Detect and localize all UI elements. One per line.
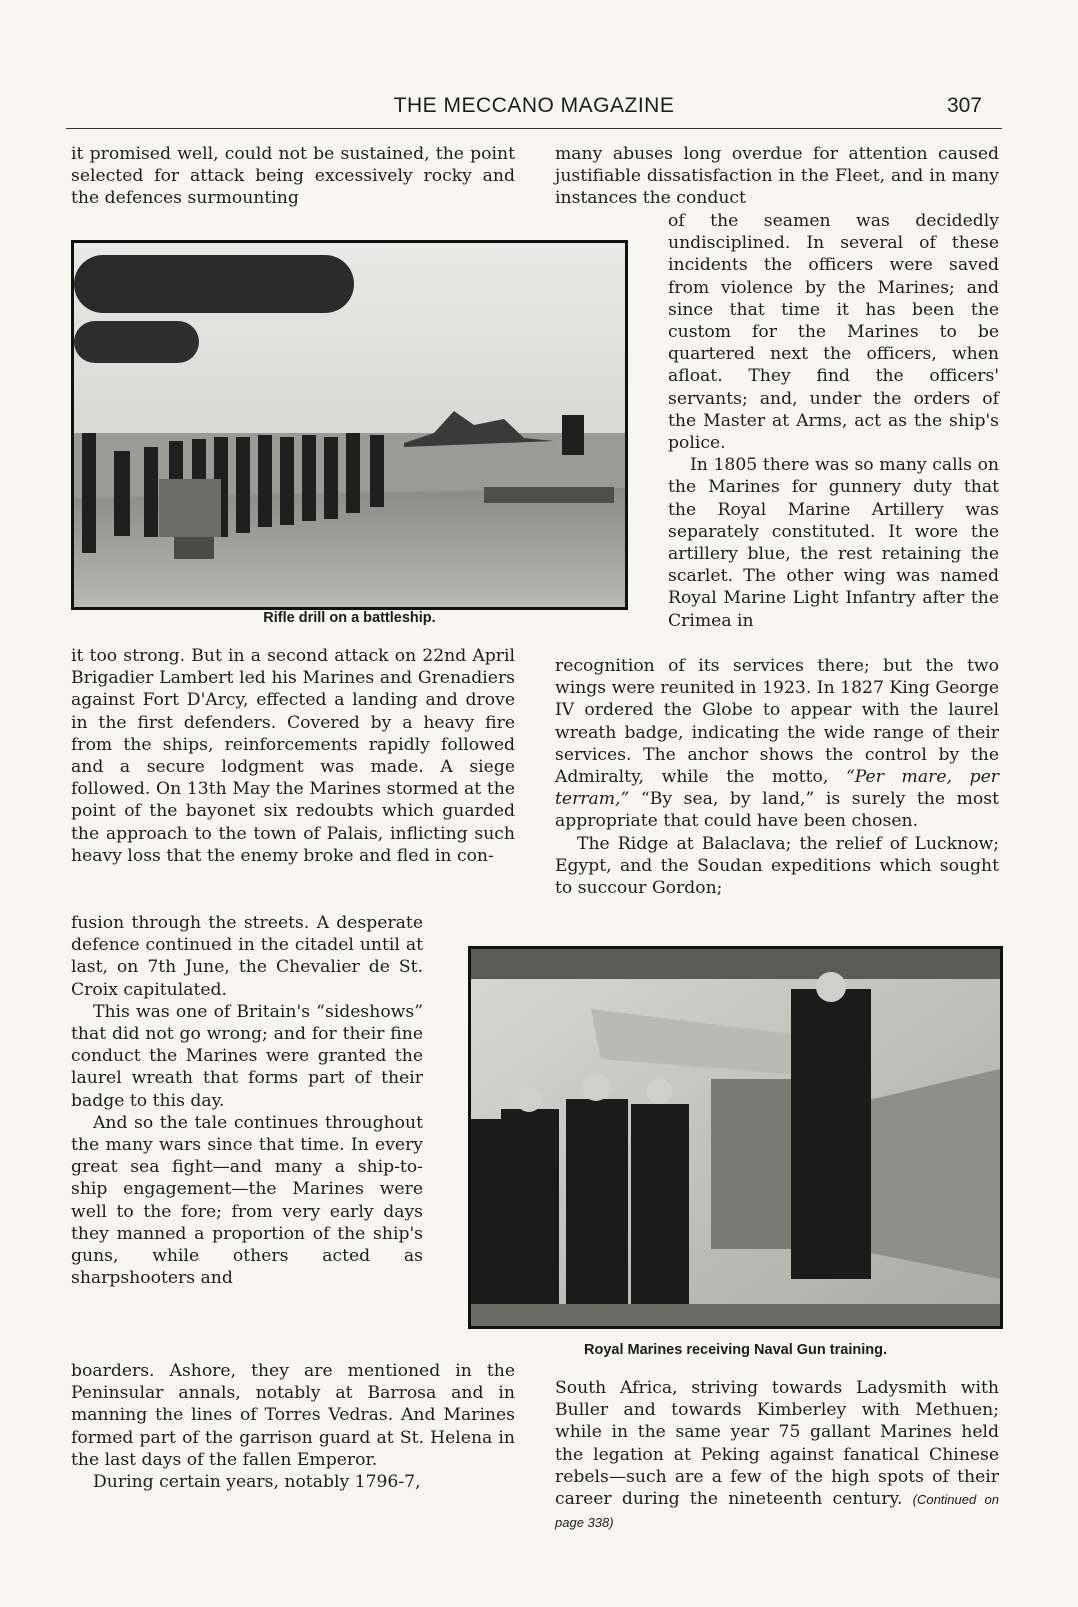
caption-gun-training: Royal Marines receiving Naval Gun training. — [584, 1342, 887, 1358]
magazine-title: THE MECCANO MAGAZINE — [393, 94, 675, 117]
naval-gun-image — [471, 949, 1000, 1326]
motto: “Per mare, per terram,” — [555, 767, 999, 810]
left-column-narrow — [71, 912, 423, 1289]
paragraph: During certain years, notably 1796-7, — [93, 1472, 421, 1493]
paragraph: fusion through the streets. A desperate defence continued in the citadel until at last, on 7th June, the Chevalier de St. Croix capitulated. — [71, 913, 423, 1000]
right-column-top — [555, 143, 999, 210]
right-column-mid — [555, 655, 999, 899]
caption-rifle-drill: Rifle drill on a battleship. — [263, 610, 436, 626]
continued-note: (Continued on page 338) — [555, 1492, 1000, 1531]
page-number: 307 — [946, 94, 982, 117]
photo-gun-training — [468, 946, 1003, 1329]
paragraph: many abuses long overdue for attention caused justifiable dissatisfaction in the Fleet, and in many instances the conduct — [555, 144, 999, 209]
battleship-deck-image — [74, 243, 625, 607]
paragraph: And so the tale continues throughout the many wars since that time. In every great sea fight—and many a ship-to-ship engagement—the Marines were well to the fore; from very early days they manned a proportion of the ship's guns, while others acted as sharpshooters and — [71, 1112, 423, 1289]
paragraph: it too strong. But in a second attack on 22nd April Brigadier Lambert led his Marines and Grenadiers against Fort D'Arcy, effected a landing and drove in the first defenders. Covered by a heavy fire from the ships, reinforcements rapidly followed and a secure lodgment was made. A siege followed. On 13th May the Marines stormed at the point of the bayonet six redoubts which guarded the approach to the town of Palais, inflicting such heavy loss that the enemy broke and fled in con- — [71, 646, 515, 866]
paragraph: it promised well, could not be sustained, the point selected for attack being excessively rocky and the defences surmounting — [71, 144, 515, 209]
paragraph: The Ridge at Balaclava; the relief of Lucknow; Egypt, and the Soudan expeditions which sought to succour Gordon; — [555, 833, 999, 899]
right-column-bottom — [555, 1377, 999, 1534]
photo-rifle-drill — [71, 240, 628, 610]
paragraph: This was one of Britain's “sideshows” that did not go wrong; and for their fine conduct the Marines were granted the laurel wreath that forms part of their badge to this day. — [71, 1001, 423, 1111]
text-span: recognition of its services there; but the two wings were reunited in 1923. In 1827 King George IV ordered the Globe to appear with the laurel wreath badge, indicating the wide range of their services. The anchor shows the control by the Admiralty, while the motto, — [555, 656, 999, 788]
text-span: South Africa, striving towards Ladysmith with Buller and towards Kimberley with Methuen; while in the same year 75 gallant Marines held the legation at Peking against fanatical Chinese rebels—such are a few of the high spots of their career during the nineteenth century. — [555, 1378, 999, 1510]
paragraph — [555, 655, 999, 833]
paragraph: boarders. Ashore, they are mentioned in the Peninsular annals, notably at Barrosa and in manning the lines of Torres Vedras. And Marines formed part of the garrison guard at St. Helena in the last days of the fallen Emperor. — [71, 1361, 515, 1470]
paragraph: In 1805 there was so many calls on the Marines for gunnery duty that the Royal Marine Artillery was separately constituted. It wore the artillery blue, the rest retaining the scarlet. The other wing was named Royal Marine Light Infantry after the Crimea in — [668, 455, 999, 631]
right-column-narrow — [668, 210, 999, 632]
left-column-bottom — [71, 1360, 515, 1493]
paragraph: of the seamen was decidedly undisciplined. In several of these incidents the officers were saved from violence by the Marines; and since that time it has been the custom for the Marines to be quartered next the officers, when afloat. They find the officers' servants; and, under the orders of the Master at Arms, act as the ship's police. — [668, 211, 999, 454]
paragraph — [555, 1377, 999, 1534]
left-column-top — [71, 143, 515, 210]
text-span: “By sea, by land,” is surely the most appropriate that could have been chosen. — [555, 789, 999, 832]
page-header — [66, 92, 1002, 129]
left-column-mid — [71, 645, 515, 867]
